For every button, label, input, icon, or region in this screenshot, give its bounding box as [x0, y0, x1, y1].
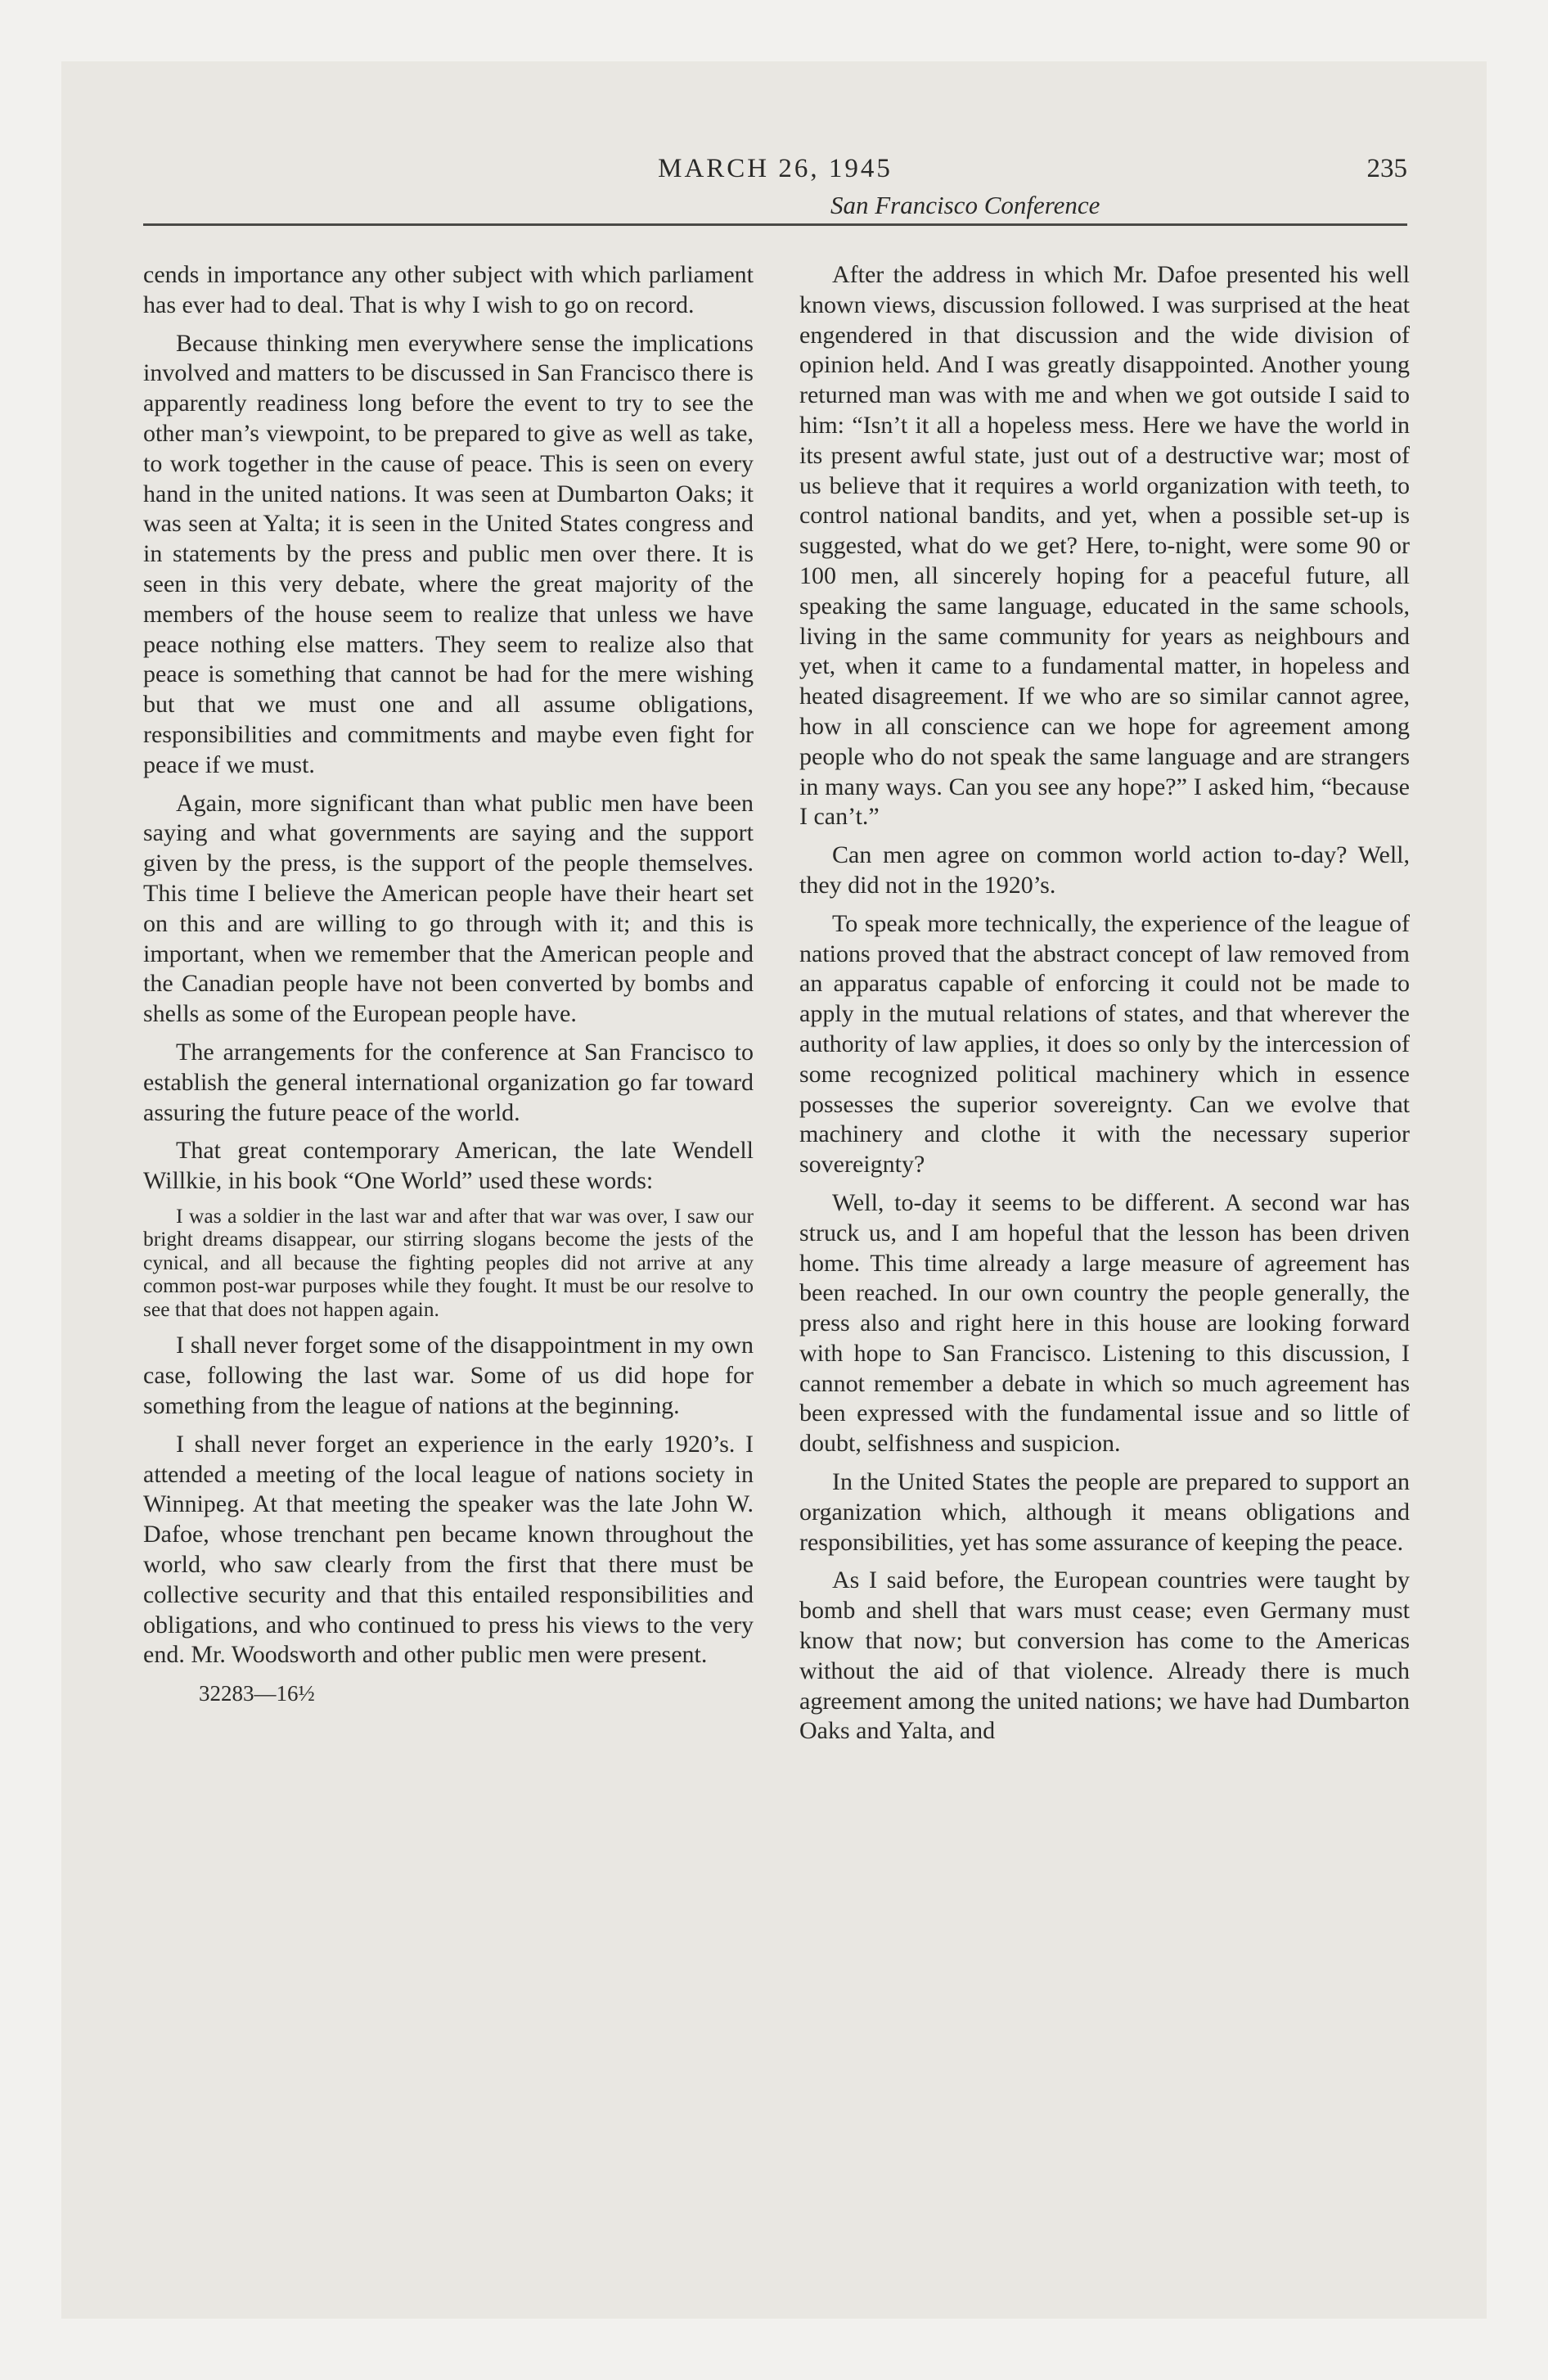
paragraph: Well, to-day it seems to be different. A second war has struck us, and I am hopeful that the lesson has been driven home. This time already a large measure of agreement has been reached. In our own country the people generally, the press also and right here in this house are looking forward with hope to San Francisco. Listening to this discussion, I cannot remember a debate in which so much agreement has been expressed with the fundamental issue and so little of doubt, selfishness and suspicion. [799, 1188, 1410, 1458]
running-head-title: San Francisco Conference [830, 191, 1100, 219]
paragraph: cends in importance any other subject with which parliament has ever had to deal. That is why I wish to go on record. [143, 261, 754, 318]
page-number: 235 [1366, 154, 1407, 183]
left-column [143, 260, 754, 1709]
paragraph: As I said before, the European countries were taught by bomb and shell that wars must cease; even Germany must know that now; but conversion has come to the Americas without the aid of that violence. Already there is much agreement among the united nations; we have had Dumbarton Oaks and Yalta, and [799, 1566, 1410, 1745]
paragraph: I shall never forget some of the disappointment in my own case, following the last war. Some of us did hope for something from the league of nations at the beginning. [143, 1332, 754, 1419]
printer-signature: 32283—16½ [199, 1681, 315, 1706]
right-column [799, 260, 1410, 1755]
paragraph: After the address in which Mr. Dafoe presented his well known views, discussion followed. I was surprised at the heat engendered in that discussion and the wide division of opinion held. And I was greatly disappointed. Another young returned man was with me and when we got outside I said to him: “Isn’t it all a hopeless mess. Here we have the world in its present awful state, just out of a destructive war; most of us believe that it requires a world organization with teeth, to control national bandits, and yet, when a possible set-up is suggested, what do we get? Here, to-night, were some 90 or 100 men, all sincerely hoping for a peaceful future, all speaking the same language, educated in the same schools, living in the same community for years as neighbours and yet, when it came to a fundamental matter, in hopeless and heated disagreement. If we who are so similar cannot agree, how in all conscience can we hope for agreement among people who do not speak the same language and are strangers in many ways. Can you see any hope?” I asked him, “because I can’t.” [799, 261, 1410, 831]
paragraph: In the United States the people are prepared to support an organization which, although it means obligations and responsibilities, yet has some assurance of keeping the peace. [799, 1468, 1410, 1556]
paragraph: I shall never forget an experience in the early 1920’s. I attended a meeting of the local league of nations society in Winnipeg. At that meeting the speaker was the late John W. Dafoe, whose trenchant pen became known throughout the world, who saw clearly from the first that there must be collective security and that this entailed responsibilities and obligations, and who continued to press his views to the very end. Mr. Woodsworth and other public men were present. [143, 1430, 754, 1669]
paragraph: Again, more significant than what public men have been saying and what governments are saying and the support given by the press, is the support of the people themselves. This time I believe the American people have their heart set on this and are willing to go through with it; and this is important, when we remember that the American people and the Canadian people have not been converted by bombs and shells as some of the European people have. [143, 789, 754, 1028]
paragraph: The arrangements for the conference at San Francisco to establish the general international organization go far toward assuring the future peace of the world. [143, 1038, 754, 1126]
paragraph: To speak more technically, the experience of the league of nations proved that the abstract concept of law removed from an apparatus capable of enforcing it could not be made to apply in the mutual relations of states, and that wherever the authority of law applies, it does so only by the intercession of some recognized political machinery which in essence possesses the superior sovereignty. Can we evolve that machinery and clothe it with the necessary superior sovereignty? [799, 909, 1410, 1179]
paragraph: Because thinking men everywhere sense the implications involved and matters to be discussed in San Francisco there is apparently readiness long before the event to try to see the other man’s viewpoint, to be prepared to give as well as take, to work together in the cause of peace. This is seen on every hand in the united nations. It was seen at Dumbarton Oaks; it was seen at Yalta; it is seen in the United States congress and in statements by the press and public men over there. It is seen in this very debate, where the great majority of the members of the house seem to realize that unless we have peace nothing else matters. They seem to realize also that peace is something that cannot be had for the mere wishing but that we must one and all assume obligations, responsibilities and commitments and maybe even fight for peace if we must. [143, 329, 754, 778]
running-head-date: MARCH 26, 1945 [658, 154, 893, 183]
page-header [143, 154, 1407, 226]
paragraph: Can men agree on common world action to-day? Well, they did not in the 1920’s. [799, 841, 1410, 899]
block-quote: I was a soldier in the last war and after that war was over, I saw our bright dreams disappear, our stirring slogans become the jests of the cynical, and all because the fighting peoples did not arrive at any common post-war purposes while they fought. It must be our resolve to see that that does not happen again. [143, 1203, 754, 1321]
paragraph: That great contemporary American, the late Wendell Willkie, in his book “One World” used these words: [143, 1137, 754, 1195]
